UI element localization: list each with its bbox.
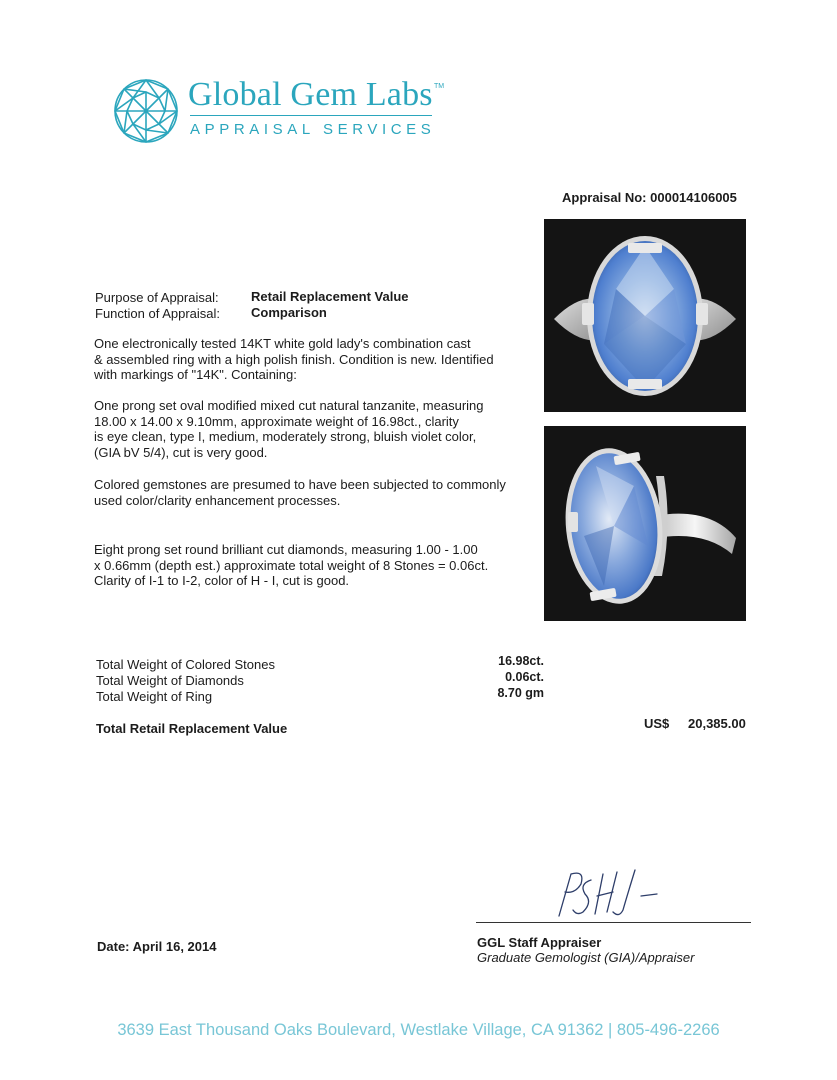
diamonds-line: Clarity of I-1 to I-2, color of H - I, cut is good. [94,573,350,589]
tanzanite-line: is eye clean, type I, medium, moderately strong, bluish violet color, [94,429,477,445]
tanzanite-description [94,398,534,460]
brand-name: Global Gem Labs [188,76,433,113]
summary-value-ring: 8.70 gm [497,686,544,700]
appraiser-credential: Graduate Gemologist (GIA)/Appraiser [477,950,695,965]
summary-label-ring: Total Weight of Ring [96,689,213,704]
appraisal-date: Date: April 16, 2014 [97,939,217,954]
description-line: One electronically tested 14KT white gold lady's combination cast [94,336,471,351]
enhancement-line: used color/clarity enhancement processes. [94,492,341,508]
summary-value-diamonds: 0.06ct. [505,670,544,684]
tanzanite-line: 18.00 x 14.00 x 9.10mm, approximate weight of 16.98ct., clarity [94,413,459,429]
purpose-value: Retail Replacement Value [251,289,409,304]
tanzanite-line: (GIA bV 5/4), cut is very good. [94,444,268,460]
summary-label-diamonds: Total Weight of Diamonds [96,673,244,688]
trademark-mark: TM [434,83,445,90]
appraiser-title: GGL Staff Appraiser [477,935,602,950]
total-amount: 20,385.00 [688,716,746,731]
signature-line [476,922,751,923]
description-line: with markings of "14K". Containing: [94,367,297,383]
total-currency: US$ [644,716,670,731]
diamonds-description [94,542,534,589]
ring-photo-top [544,219,746,412]
total-value-label: Total Retail Replacement Value [96,721,288,736]
enhancement-note [94,477,534,508]
purpose-label: Purpose of Appraisal: [95,290,219,305]
function-value: Comparison [251,305,327,320]
summary-label-colored-stones: Total Weight of Colored Stones [96,657,275,672]
appraisal-number: Appraisal No: 000014106005 [562,190,737,205]
enhancement-line: Colored gemstones are presumed to have been subjected to commonly [94,477,506,492]
footer-address: 3639 East Thousand Oaks Boulevard, Westlake Village, CA 91362 | 805-496-2266 [117,1021,720,1039]
brand-divider [190,115,432,116]
appraiser-signature [545,866,665,922]
summary-value-colored-stones: 16.98ct. [498,654,544,668]
tanzanite-line: One prong set oval modified mixed cut natural tanzanite, measuring [94,398,484,413]
diamonds-line: x 0.66mm (depth est.) approximate total weight of 8 Stones = 0.06ct. [94,557,489,573]
ring-description [94,336,534,383]
diamond-logo-icon [113,78,179,144]
diamonds-line: Eight prong set round brilliant cut diamonds, measuring 1.00 - 1.00 [94,542,478,557]
function-label: Function of Appraisal: [95,306,221,321]
ring-photo-side [544,426,746,621]
brand-subtitle: APPRAISAL SERVICES [190,121,436,138]
description-line: & assembled ring with a high polish finish. Condition is new. Identified [94,351,494,367]
